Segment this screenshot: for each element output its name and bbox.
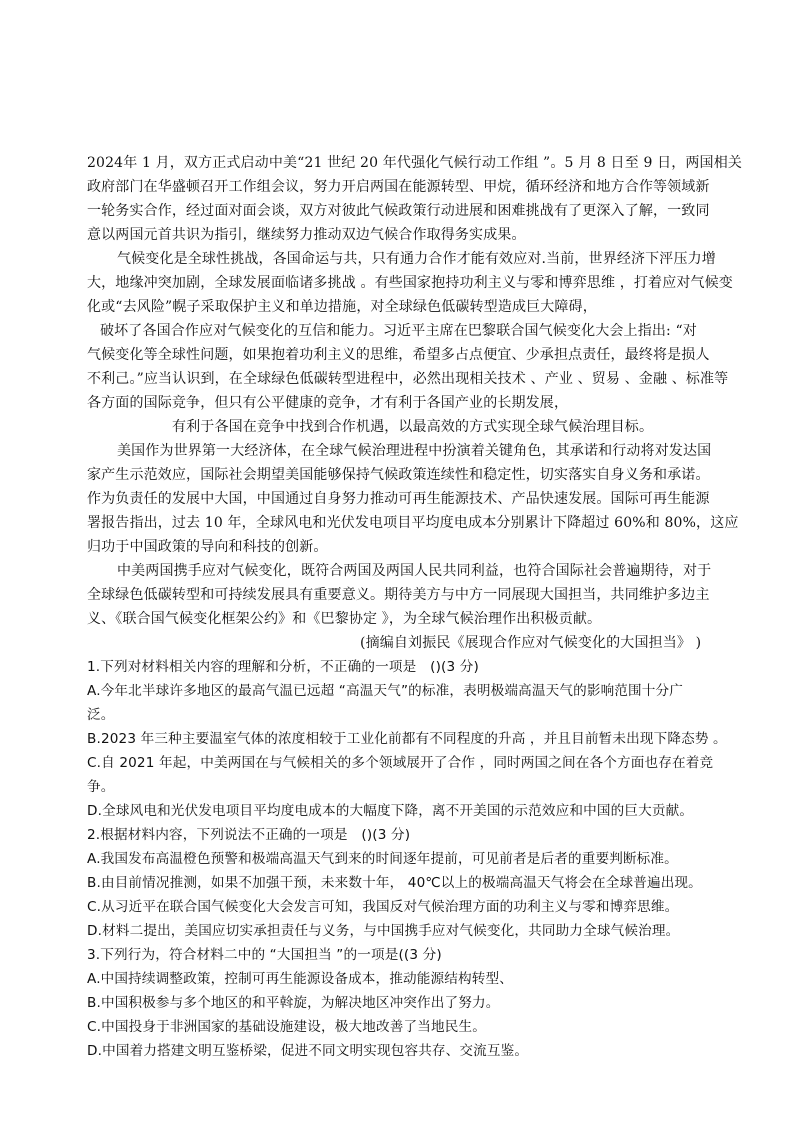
option-b[interactable]: B.由目前情况推测，如果不加强干预，未来数十年， 40℃以上的极端高温天气将会在全球普遍出现。 (87, 875, 702, 891)
passage-line: 破坏了各国合作应对气候变化的互信和能力。习近平主席在巴黎联合国气候变化大会上指出: “对 (100, 323, 697, 339)
option-d[interactable]: D.中国着力搭建文明互鉴桥梁，促进不同文明实现包容共存、交流互鉴。 (87, 1043, 529, 1059)
option-d[interactable]: D.全球风电和光伏发电项目平均度电成本的大幅度下降，离不开美国的示范效应和中国的巨大贡献。 (87, 803, 694, 819)
passage-line: 2024年 1 月，双方正式启动中美“21 世纪 20 年代强化气候行动工作组 ”。5 月 8 日至 9 日，两国相关 (87, 155, 743, 171)
option-b[interactable]: B.2023 年三种主要温室气体的浓度相较于工业化前都有不同程度的升高 ，并且目前暂未出现下降态势 。 (87, 731, 727, 747)
option-c[interactable]: C.自 2021 年起，中美两国在与气候相关的多个领域展开了合作 ，同时两国之间在各个方面也存在着竞 (87, 755, 714, 771)
passage-line: 化或“去风险”幌子采取保护主义和单边措施，对全球绿色低碳转型造成巨大障碍， (87, 299, 597, 315)
option-a[interactable]: A.中国持续调整政策，控制可再生能源设备成本，推动能源结构转型、 (87, 971, 513, 987)
question-stem: 3.下列行为，符合材料二中的 “大国担当 ”的一项是((3 分) (87, 947, 442, 963)
passage-line: 大，地缘冲突加剧，全球发展面临诸多挑战 。有些国家抱持功利主义与零和博弈思维 ，打着应对气候变 (87, 275, 733, 291)
passage-line: 全球绿色低碳转型和可持续发展具有重要意义。期待美方与中方一同展现大国担当，共同维护多边主 (87, 587, 710, 603)
passage-line: 有利于各国在竞争中找到合作机遇，以最高效的方式实现全球气候治理目标。 (172, 419, 654, 435)
source-citation: (摘编自刘振民《展现合作应对气候变化的大国担当》 ) (360, 635, 702, 651)
passage-line: 气候变化等全球性问题，如果抱着功利主义的思维，希望多占点便宜、少承担点责任，最终将是损人 (87, 347, 710, 363)
question-stem: 1.下列对材料相关内容的理解和分析，不正确的一项是 ()(3 分) (87, 659, 479, 675)
passage-line: 署报告指出，过去 10 年，全球风电和光伏发电项目平均度电成本分别累计下降超过 60%和 80%，这应 (87, 515, 739, 531)
option-a[interactable]: A.我国发布高温橙色预警和极端高温天气到来的时间逐年提前，可见前者是后者的重要判断标准。 (87, 851, 678, 867)
option-a[interactable]: A.今年北半球许多地区的最高气温已远超 “高温天气”的标准，表明极端高温天气的影响范围十分广 (87, 683, 684, 699)
option-b[interactable]: B.中国积极参与多个地区的和平斡旋，为解决地区冲突作出了努力。 (87, 995, 500, 1011)
passage-line: 一轮务实合作，经过面对面会谈，双方对彼此气候政策行动进展和困难挑战有了更深入了解，一致同 (87, 203, 710, 219)
option-c-cont: 争。 (87, 779, 115, 795)
passage-line: 政府部门在华盛顿召开工作组会议，努力开启两国在能源转型、甲烷，循环经济和地方合作等领域新 (87, 179, 710, 195)
question-stem: 2.根据材料内容，下列说法不正确的一项是 ()(3 分) (87, 827, 411, 843)
passage-line: 归功于中国政策的导向和科技的创新。 (87, 539, 328, 555)
passage-line: 美国作为世界第一大经济体，在全球气候治理进程中扮演着关键角色，其承诺和行动将对发达国 (117, 443, 712, 459)
passage-line: 中美两国携手应对气候变化，既符合两国及两国人民共同利益，也符合国际社会普遍期待，对于 (117, 563, 712, 579)
option-c[interactable]: C.中国投身于非洲国家的基础设施建设，极大地改善了当地民生。 (87, 1019, 486, 1035)
option-a-cont: 泛。 (87, 707, 115, 723)
passage-line: 气候变化是全球性挑战，各国命运与共，只有通力合作才能有效应对.当前，世界经济下泙压力增 (117, 251, 716, 267)
passage-line: 作为负责任的发展中大国，中国通过自身努力推动可再生能源技术、产品快速发展。国际可再生能源 (87, 491, 710, 507)
passage-line: 各方面的国际竞争，但只有公平健康的竞争，才有利于各国产业的长期发展， (87, 395, 569, 411)
passage-line: 意以两国元首共识为指引，继续努力推动双边气候合作取得务实成果。 (87, 227, 526, 243)
passage-line: 不利己。”应当认识到，在全球绿色低碳转型进程中，必然出现相关技术 、产业 、贸易 、金融 、标准等 (87, 371, 729, 387)
passage-line: 家产生示范效应，国际社会期望美国能够保持气候政策连续性和稳定性，切实落实自身义务和承诺。 (87, 467, 710, 483)
passage-line: 义、《联合国气候变化框架公约》和《巴黎协定 》，为全球气候治理作出积极贡献。 (87, 611, 602, 627)
option-d[interactable]: D.材料二提出，美国应切实承担责任与义务，与中国携手应对气候变化，共同助力全球气候治理。 (87, 923, 680, 939)
option-c[interactable]: C.从习近平在联合国气候变化大会发言可知，我国反对气候治理方面的功利主义与零和博弈思维。 (87, 899, 679, 915)
